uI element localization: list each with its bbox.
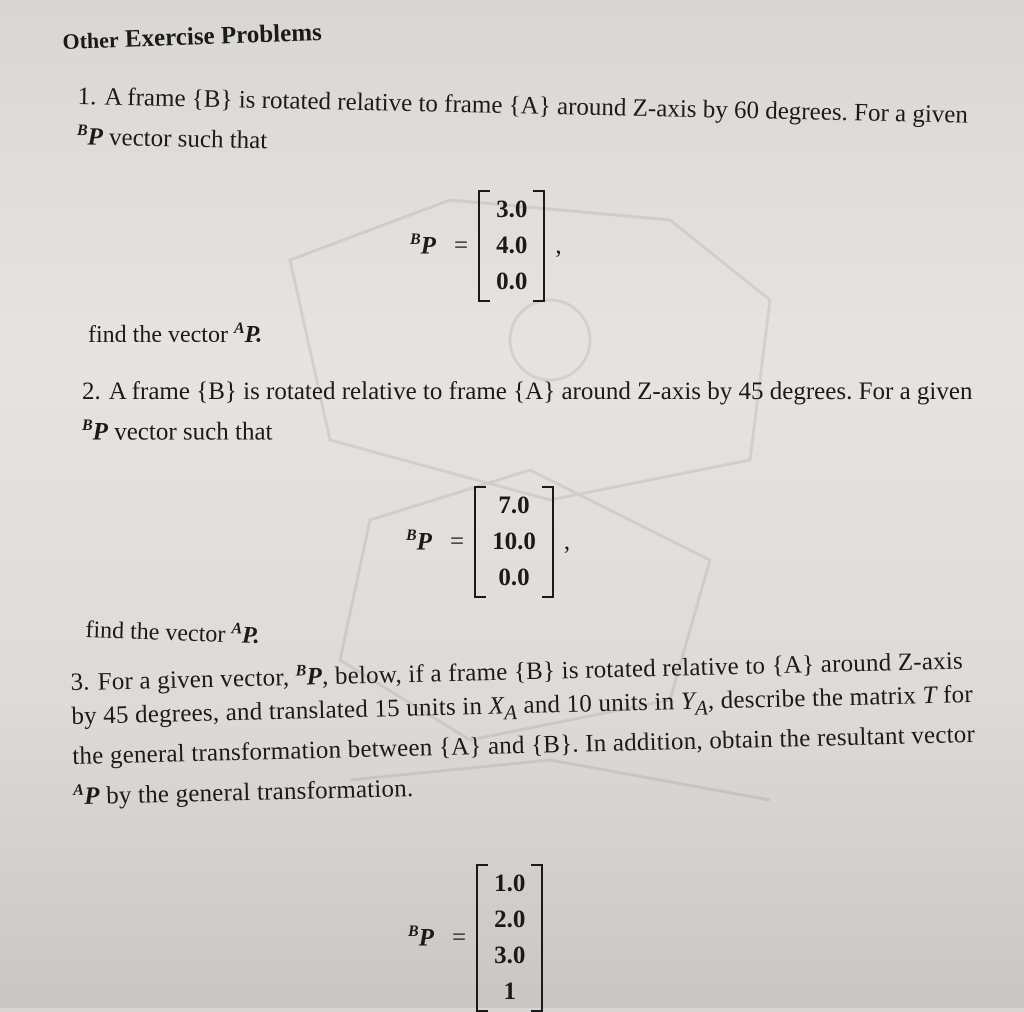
x-axis-subscript: A bbox=[503, 700, 518, 725]
right-bracket bbox=[542, 486, 554, 598]
column-vector bbox=[478, 190, 545, 302]
problem-statement-part6: by the general transformation. bbox=[105, 775, 414, 810]
x-axis-symbol: X bbox=[488, 692, 505, 721]
vector-superscript: B bbox=[76, 121, 88, 140]
find-text: find the vector bbox=[88, 322, 228, 348]
vector-entry: 4.0 bbox=[496, 232, 528, 259]
equation-lhs bbox=[410, 231, 436, 260]
find-superscript: A bbox=[233, 320, 245, 337]
left-bracket bbox=[476, 864, 488, 1012]
vector-symbol: P bbox=[306, 663, 323, 691]
problem-2-equation bbox=[406, 486, 570, 598]
problem-1-find bbox=[88, 320, 262, 349]
find-symbol: P. bbox=[244, 322, 263, 348]
vector-entries bbox=[488, 864, 531, 1012]
problem-statement: A frame {B} is rotated relative to frame {A} around Z-axis by 60 degrees. For a given bbox=[104, 83, 969, 129]
vector-entry: 1 bbox=[503, 978, 516, 1005]
lhs-superscript: B bbox=[410, 231, 421, 249]
vector-entry: 1.0 bbox=[494, 870, 526, 897]
heading-title: Exercise Problems bbox=[124, 18, 323, 53]
problem-1-text bbox=[76, 80, 977, 173]
vector-symbol: P bbox=[87, 123, 104, 151]
lhs-superscript: B bbox=[406, 527, 417, 545]
problem-statement-part4: , describe the matrix bbox=[707, 682, 917, 715]
problem-number: 3. bbox=[70, 668, 91, 697]
vector-entries bbox=[490, 190, 533, 302]
problem-2-find bbox=[85, 615, 260, 650]
problem-statement-tail: vector such that bbox=[114, 418, 273, 446]
vector-entry: 7.0 bbox=[498, 492, 530, 519]
lhs-symbol: P bbox=[418, 924, 434, 952]
result-superscript: A bbox=[72, 782, 85, 800]
lhs-superscript: B bbox=[408, 923, 419, 941]
section-heading bbox=[62, 19, 322, 56]
problem-statement-part2: , below, if a frame {B} is rotated relative to {A} around Z-axis by 45 degrees, and translated 15 units in bbox=[71, 647, 964, 731]
equals-sign: = bbox=[451, 924, 467, 951]
problem-3-text bbox=[70, 638, 984, 815]
vector-entry: 2.0 bbox=[494, 906, 526, 933]
problem-2-text bbox=[82, 375, 982, 449]
right-bracket bbox=[533, 190, 545, 302]
problem-statement-part1: For a given vector, bbox=[97, 663, 290, 696]
column-vector bbox=[474, 486, 554, 598]
problem-statement-part3: and 10 units in bbox=[523, 688, 675, 720]
transform-symbol: T bbox=[922, 682, 937, 710]
left-bracket bbox=[478, 190, 490, 302]
heading-prefix: Other bbox=[62, 27, 120, 54]
find-symbol: P. bbox=[241, 622, 261, 650]
vector-entries bbox=[486, 486, 542, 598]
vector-superscript: B bbox=[295, 662, 307, 680]
lhs-symbol: P bbox=[416, 528, 432, 556]
y-axis-subscript: A bbox=[694, 695, 709, 721]
find-superscript: A bbox=[231, 620, 243, 638]
problem-statement-tail: vector such that bbox=[108, 123, 268, 155]
vector-entry: 0.0 bbox=[498, 564, 530, 591]
problem-number: 2. bbox=[82, 378, 101, 405]
lhs-symbol: P bbox=[420, 232, 436, 260]
problem-3-equation bbox=[408, 864, 543, 1012]
vector-entry: 0.0 bbox=[496, 268, 528, 295]
equation-lhs bbox=[408, 923, 434, 952]
vector-symbol: P bbox=[92, 418, 108, 446]
vector-entry: 10.0 bbox=[492, 528, 536, 555]
trailing-comma: , bbox=[555, 232, 562, 259]
problem-statement: A frame {B} is rotated relative to frame {A} around Z-axis by 45 degrees. For a given bbox=[108, 378, 973, 405]
column-vector bbox=[476, 864, 543, 1012]
problem-number: 1. bbox=[77, 82, 97, 111]
left-bracket bbox=[474, 486, 486, 598]
y-axis-symbol: Y bbox=[680, 688, 696, 716]
equals-sign: = bbox=[449, 528, 465, 555]
right-bracket bbox=[531, 864, 543, 1012]
problem-statement-part5: for the general transformation between {A} and {B}. In addition, obtain the resultant vector bbox=[72, 681, 976, 771]
vector-entry: 3.0 bbox=[494, 942, 526, 969]
equation-lhs bbox=[406, 527, 432, 556]
vector-superscript: B bbox=[82, 417, 93, 434]
problem-1-equation bbox=[410, 190, 562, 302]
vector-entry: 3.0 bbox=[496, 196, 528, 223]
equals-sign: = bbox=[453, 232, 469, 259]
result-symbol: P bbox=[83, 782, 101, 811]
trailing-comma: , bbox=[563, 528, 571, 555]
find-text: find the vector bbox=[85, 616, 226, 648]
